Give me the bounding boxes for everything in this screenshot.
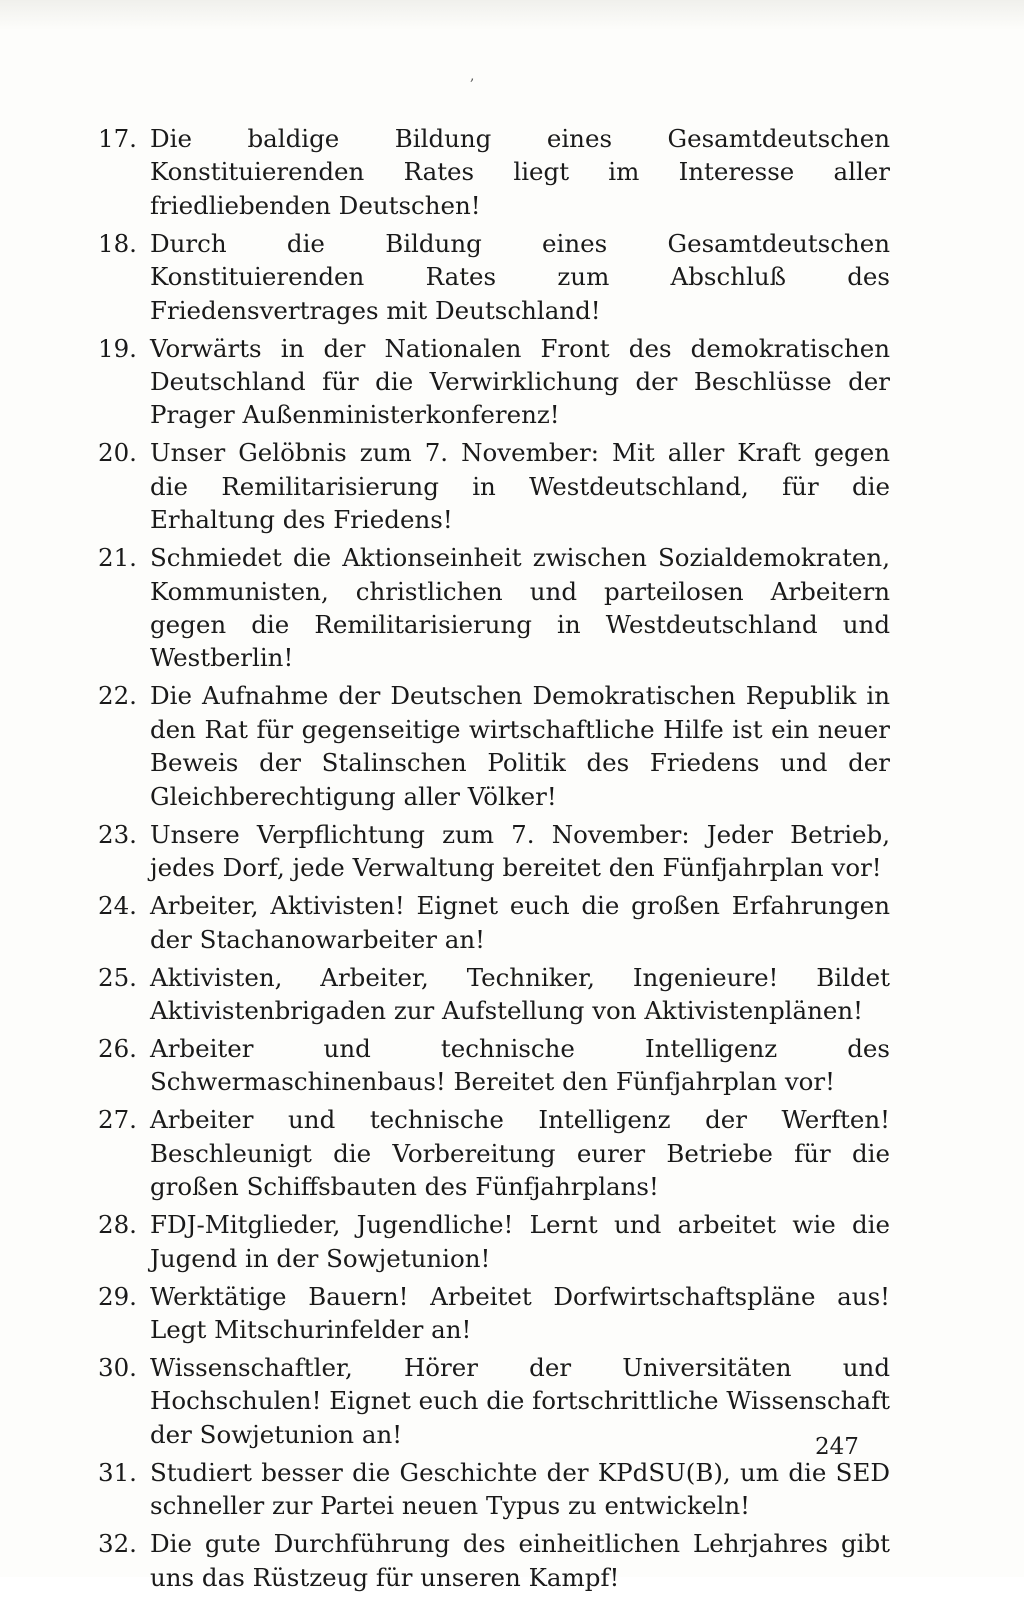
slogan-number: 20.: [98, 438, 137, 468]
slogan-item: [98, 1280, 890, 1347]
slogan-item: [98, 227, 890, 327]
slogan-text: Aktivisten, Arbeiter, Techniker, Ingenieure! Bildet Aktivistenbrigaden zur Aufstellung von Aktivistenplänen!: [150, 962, 890, 1025]
slogan-number: 25.: [98, 962, 137, 992]
slogan-number: 31.: [98, 1457, 137, 1487]
slogan-number: 19.: [98, 333, 137, 363]
slogan-item: [98, 679, 890, 813]
slogan-number: 23.: [98, 819, 137, 849]
slogan-item: [98, 889, 890, 956]
slogan-text: Die baldige Bildung eines Gesamtdeutschen Konstituierenden Rates liegt im Interesse aller friedliebenden Deutschen!: [150, 124, 890, 220]
slogan-item: [98, 436, 890, 536]
slogan-number: 29.: [98, 1281, 137, 1311]
slogan-number: 27.: [98, 1105, 137, 1135]
slogan-number: 30.: [98, 1352, 137, 1382]
slogan-text: Die gute Durchführung des einheitlichen Lehrjahres gibt uns das Rüstzeug für unseren Kampf!: [150, 1529, 890, 1592]
slogan-text: Arbeiter, Aktivisten! Eignet euch die großen Erfahrungen der Stachanowarbeiter an!: [150, 891, 890, 954]
slogan-item: [98, 1351, 890, 1451]
slogan-number: 28.: [98, 1210, 137, 1240]
slogan-item: [98, 1208, 890, 1275]
slogan-item: [98, 1456, 890, 1523]
slogan-text: Wissenschaftler, Hörer der Universitäten und Hochschulen! Eignet euch die fortschrittliche Wissenschaft der Sowjetunion an!: [150, 1352, 890, 1449]
print-speck: ,: [470, 68, 475, 84]
slogan-text: Durch die Bildung eines Gesamtdeutschen Konstituierenden Rates zum Abschluß des Friedensvertrages mit Deutschland!: [150, 228, 890, 325]
slogan-item: [98, 332, 890, 432]
slogan-text: Arbeiter und technische Intelligenz der Werften! Beschleunigt die Vorbereitung eurer Betriebe für die großen Schiffsbauten des Fünfjahrplans!: [150, 1105, 890, 1202]
slogan-text: Arbeiter und technische Intelligenz des Schwermaschinenbaus! Bereitet den Fünfjahrplan vor!: [150, 1033, 890, 1097]
slogan-text: Werktätige Bauern! Arbeitet Dorfwirtschaftspläne aus! Legt Mitschurinfelder an!: [150, 1281, 890, 1344]
slogan-item: [98, 818, 890, 885]
scan-edge: [0, 0, 1024, 30]
slogan-list: [98, 122, 890, 1599]
slogan-number: 24.: [98, 891, 137, 921]
slogan-text: Die Aufnahme der Deutschen Demokratischen Republik in den Rat für gegenseitige wirtschaftliche Hilfe ist ein neuer Beweis der Stalinschen Politik des Friedens und der Gleichberechtigung aller Völker!: [150, 681, 890, 811]
slogan-text: Studiert besser die Geschichte der KPdSU(B), um die SED schneller zur Partei neuen Typus zu entwickeln!: [150, 1457, 890, 1521]
slogan-number: 32.: [98, 1529, 137, 1559]
slogan-number: 21.: [98, 543, 137, 573]
slogan-item: [98, 961, 890, 1028]
slogan-text: Schmiedet die Aktionseinheit zwischen Sozialdemokraten, Kommunisten, christlichen und parteilosen Arbeitern gegen die Remilitarisierung in Westdeutschland und Westberlin!: [150, 543, 890, 673]
slogan-item: [98, 1527, 890, 1594]
slogan-item: [98, 1103, 890, 1203]
slogan-text: Unser Gelöbnis zum 7. November: Mit aller Kraft gegen die Remilitarisierung in Westdeutschland, für die Erhaltung des Friedens!: [150, 438, 890, 535]
slogan-text: FDJ-Mitglieder, Jugendliche! Lernt und arbeitet wie die Jugend in der Sowjetunion!: [150, 1210, 890, 1273]
slogan-number: 26.: [98, 1033, 137, 1063]
slogan-number: 17.: [98, 124, 137, 153]
slogan-item: [98, 541, 890, 675]
page-number: 247: [815, 1434, 859, 1460]
slogan-text: Unsere Verpflichtung zum 7. November: Jeder Betrieb, jedes Dorf, jede Verwaltung bereitet den Fünfjahrplan vor!: [150, 819, 890, 883]
slogan-item: [98, 1032, 890, 1099]
slogan-number: 18.: [98, 228, 137, 258]
slogan-number: 22.: [98, 681, 137, 711]
slogan-item: [98, 122, 890, 222]
slogan-text: Vorwärts in der Nationalen Front des demokratischen Deutschland für die Verwirklichung der Beschlüsse der Prager Außenministerkonferenz!: [150, 333, 890, 430]
